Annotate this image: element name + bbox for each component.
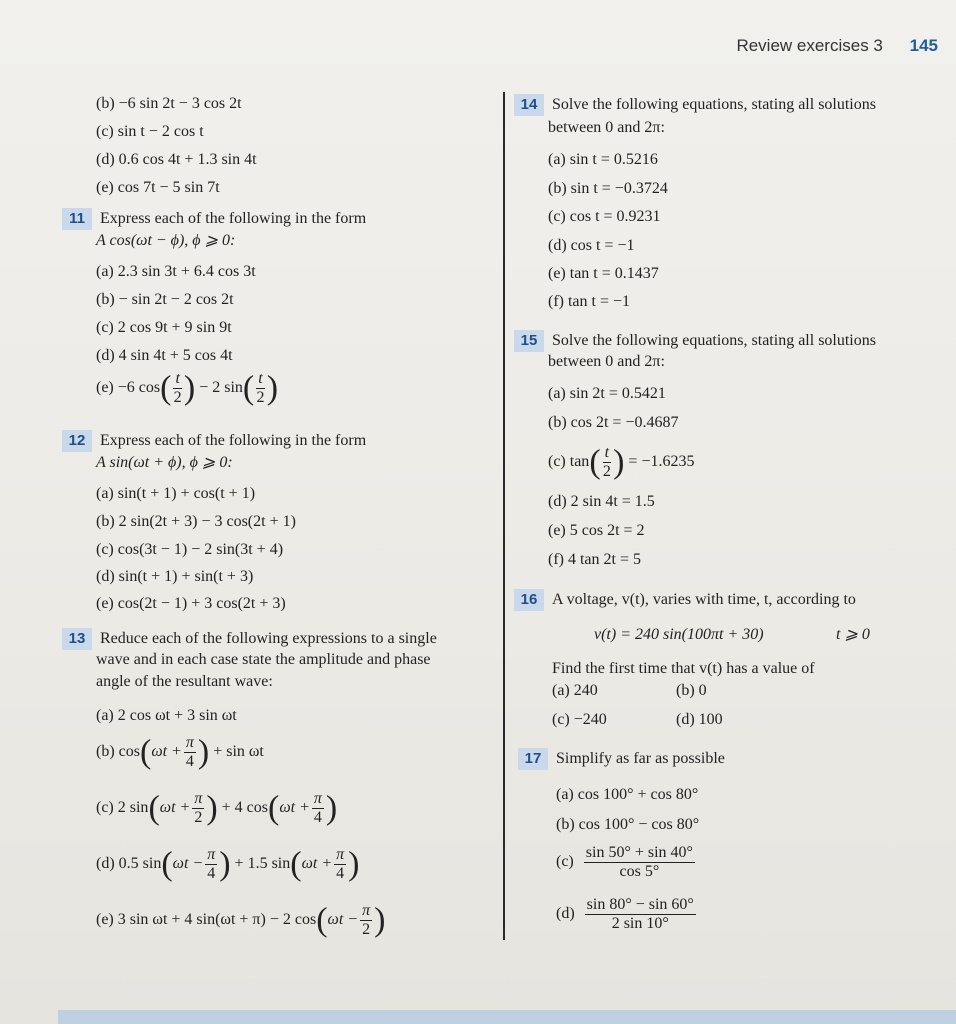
q11-heading [62, 208, 366, 230]
q12-number: 12 [62, 430, 92, 452]
q12-part-e: (e) cos(2t − 1) + 3 cos(2t + 3) [96, 595, 286, 612]
q14-text-2: between 0 and 2π: [548, 119, 665, 136]
q17-text: Simplify as far as possible [556, 750, 725, 767]
q13-part-b: (b) cos(ωt + $\frac{\pi}{4}$ ) + sin ωt [96, 733, 264, 771]
q13-text-2: wave and in each case state the amplitude and phase [96, 651, 431, 668]
q13-part-c: (c) 2 sin(ωt + $\frac{\pi}{2}$ ) + 4 cos(ωt + $\frac{\pi}{4}$ ) [96, 789, 338, 827]
q13-heading [62, 628, 437, 650]
q14-text: Solve the following equations, stating all solutions [552, 96, 876, 113]
q15-number: 15 [514, 330, 544, 352]
q15-part-d: (d) 2 sin 4t = 1.5 [548, 493, 655, 510]
q12-part-a: (a) sin(t + 1) + cos(t + 1) [96, 485, 256, 502]
q15-part-c: (c) tan( $\frac{t}{2}$ ) = −1.6235 [548, 443, 695, 481]
column-divider [503, 92, 505, 940]
q11-part-a: (a) 2.3 sin 3t + 6.4 cos 3t [96, 263, 256, 280]
q16-part-a: (a) 240 [552, 682, 598, 699]
q11-part-e: (e) −6 cos( $\frac{t}{2}$ ) − 2 sin( $\frac{t}{2}$ ) [96, 369, 279, 407]
q13-text: Reduce each of the following expressions to a single [100, 630, 437, 647]
q17-part-a: (a) cos 100° + cos 80° [556, 786, 699, 803]
q14-part-f: (f) tan t = −1 [548, 293, 631, 310]
q16-condition: t ⩾ 0 [836, 626, 870, 643]
chapter-title: Review exercises 3 [736, 36, 883, 55]
q16-text: A voltage, v(t), varies with time, t, according to [552, 591, 856, 608]
q11-number: 11 [62, 208, 92, 230]
q12-form: A sin(ωt + ϕ), ϕ ⩾ 0: [96, 454, 233, 471]
q14-part-c: (c) cos t = 0.9231 [548, 208, 661, 225]
q12-part-c: (c) cos(3t − 1) − 2 sin(3t + 4) [96, 541, 284, 558]
q15-text: Solve the following equations, stating all solutions [552, 332, 876, 349]
q15-part-e: (e) 5 cos 2t = 2 [548, 522, 645, 539]
q16-equation: v(t) = 240 sin(100πt + 30) [594, 626, 764, 643]
q10-part-e: (e) cos 7t − 5 sin 7t [96, 179, 220, 196]
q10-part-c: (c) sin t − 2 cos t [96, 123, 204, 140]
q17-heading [518, 748, 725, 770]
q14-part-e: (e) tan t = 0.1437 [548, 265, 659, 282]
q16-part-b: (b) 0 [676, 682, 707, 699]
q15-heading [514, 330, 876, 352]
q15-part-b: (b) cos 2t = −0.4687 [548, 414, 679, 431]
q10-part-d: (d) 0.6 cos 4t + 1.3 sin 4t [96, 151, 257, 168]
q13-part-e: (e) 3 sin ωt + 4 sin(ωt + π) − 2 cos(ωt − $\frac{\pi}{2}$ ) [96, 901, 386, 939]
q11-part-c: (c) 2 cos 9t + 9 sin 9t [96, 319, 232, 336]
q15-text-2: between 0 and 2π: [548, 353, 665, 370]
q15-part-a: (a) sin 2t = 0.5421 [548, 385, 666, 402]
q17-number: 17 [518, 748, 548, 770]
q17-part-d: (d) $\frac{\sin 80^\circ - \sin 60^\circ}{2 \sin 10^\circ}$ [556, 895, 694, 932]
q16-part-c: (c) −240 [552, 711, 607, 728]
page-header [736, 36, 938, 56]
q13-text-3: angle of the resultant wave: [96, 673, 273, 690]
q16-part-d: (d) 100 [676, 711, 723, 728]
q11-part-b: (b) − sin 2t − 2 cos 2t [96, 291, 234, 308]
q16-heading [514, 589, 856, 611]
q13-part-a: (a) 2 cos ωt + 3 sin ωt [96, 707, 237, 724]
q14-heading [514, 94, 876, 116]
q11-part-d: (d) 4 sin 4t + 5 cos 4t [96, 347, 233, 364]
q12-text: Express each of the following in the form [100, 432, 367, 449]
q14-number: 14 [514, 94, 544, 116]
q12-heading [62, 430, 366, 452]
q14-part-b: (b) sin t = −0.3724 [548, 180, 668, 197]
q11-form: A cos(ωt − ϕ), ϕ ⩾ 0: [96, 232, 236, 249]
q15-part-f: (f) 4 tan 2t = 5 [548, 551, 641, 568]
page-number: 145 [909, 36, 938, 55]
q13-number: 13 [62, 628, 92, 650]
q11-text: Express each of the following in the form [100, 210, 367, 227]
q14-part-d: (d) cos t = −1 [548, 237, 635, 254]
q12-part-d: (d) sin(t + 1) + sin(t + 3) [96, 568, 254, 585]
q10-part-b: (b) −6 sin 2t − 3 cos 2t [96, 95, 242, 112]
q13-part-d: (d) 0.5 sin(ωt − $\frac{\pi}{4}$ ) + 1.5 sin(ωt + $\frac{\pi}{4}$ ) [96, 845, 360, 883]
q12-part-b: (b) 2 sin(2t + 3) − 3 cos(2t + 1) [96, 513, 296, 530]
q16-number: 16 [514, 589, 544, 611]
q16-text-2: Find the first time that v(t) has a value of [552, 660, 815, 677]
q17-part-c: (c) $\frac{\sin 50^\circ + \sin 40^\circ}{\cos 5^\circ}$ [556, 843, 693, 880]
q14-part-a: (a) sin t = 0.5216 [548, 151, 658, 168]
q17-part-b: (b) cos 100° − cos 80° [556, 816, 700, 833]
bottom-color-band [58, 1010, 956, 1024]
